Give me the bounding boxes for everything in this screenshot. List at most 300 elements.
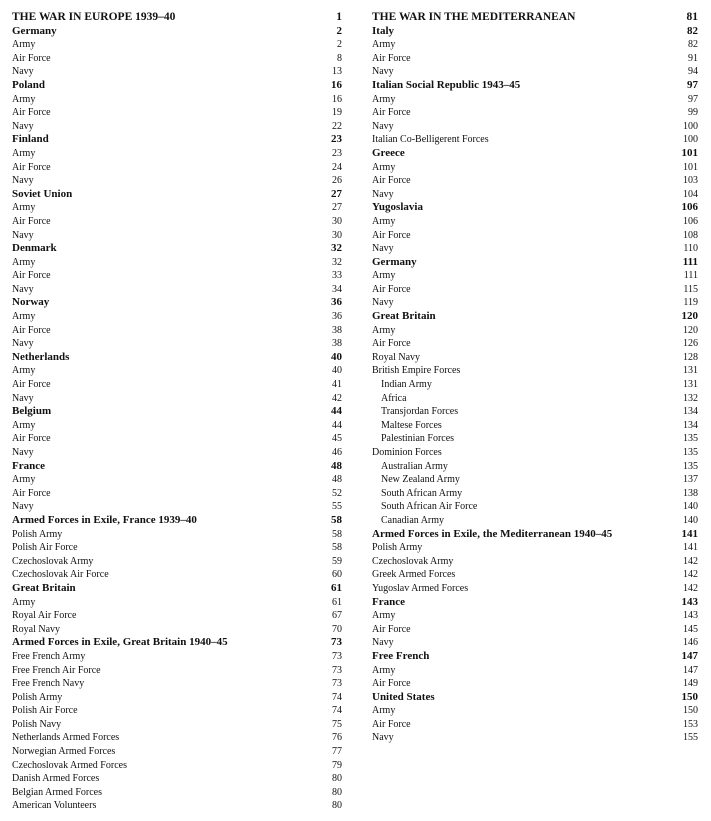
entry-label: Navy	[12, 338, 34, 350]
page-number: 55	[332, 501, 342, 513]
entry-label: Air Force	[12, 107, 51, 119]
page-number: 131	[683, 379, 698, 391]
entry-label: Polish Navy	[12, 718, 62, 730]
page-number: 16	[332, 93, 342, 105]
contents-entry	[12, 528, 342, 542]
contents-entry	[372, 351, 698, 365]
contents-entry	[12, 106, 342, 120]
entry-label: Navy	[12, 447, 34, 458]
contents-entry	[12, 772, 342, 786]
entry-label: Norway	[12, 296, 50, 309]
contents-entry	[12, 161, 342, 175]
page-number: 59	[332, 555, 342, 567]
contents-entry	[12, 38, 342, 52]
contents-entry	[12, 147, 342, 161]
page-number: 131	[683, 365, 698, 377]
entry-label: Germany	[372, 255, 417, 268]
page-number: 82	[688, 39, 698, 51]
entry-label: Navy	[372, 637, 394, 649]
entry-label: Navy	[12, 501, 34, 513]
entry-label: THE WAR IN THE MEDITERRANEAN	[372, 11, 576, 23]
entry-label: Czechoslovak Air Force	[12, 569, 109, 581]
page-number: 77	[332, 746, 342, 758]
entry-label: Army	[12, 256, 36, 268]
page-number: 44	[332, 419, 342, 431]
contents-entry	[372, 731, 698, 745]
chapter-heading	[372, 596, 698, 610]
page-number: 142	[683, 555, 698, 567]
entry-label: Polish Army	[12, 691, 63, 703]
contents-column-left	[12, 11, 342, 813]
page-number: 145	[683, 623, 698, 635]
chapter-heading	[372, 201, 698, 215]
contents-entry	[372, 337, 698, 351]
contents-entry	[372, 174, 698, 188]
page-number: 100	[683, 134, 698, 146]
page-number: 99	[688, 107, 698, 119]
contents-entry	[12, 201, 342, 215]
entry-label: Air Force	[12, 270, 51, 282]
contents-entry	[12, 759, 342, 773]
page-number: 1	[336, 11, 342, 23]
page-number: 8	[337, 52, 342, 64]
entry-label: Air Force	[372, 175, 411, 187]
entry-label: Navy	[372, 120, 394, 132]
entry-label: Navy	[12, 120, 34, 132]
entry-label: Royal Air Force	[12, 610, 77, 622]
page-number: 16	[331, 78, 342, 91]
page-number: 141	[683, 542, 698, 554]
page-number: 61	[331, 581, 342, 594]
contents-entry	[372, 364, 698, 378]
chapter-heading	[372, 25, 698, 39]
entry-label: Army	[12, 202, 36, 214]
page-number: 97	[687, 78, 698, 91]
contents-entry	[12, 93, 342, 107]
chapter-heading	[372, 79, 698, 93]
contents-entry	[12, 786, 342, 800]
contents-entry	[12, 256, 342, 270]
entry-label: Army	[12, 39, 36, 51]
page-number: 48	[331, 459, 342, 472]
contents-entry	[372, 93, 698, 107]
chapter-heading	[372, 310, 698, 324]
section-heading	[12, 11, 342, 25]
entry-label: Air Force	[372, 107, 411, 119]
entry-label: Navy	[12, 66, 34, 78]
entry-label: South African Army	[381, 487, 463, 499]
page-number: 101	[681, 146, 698, 159]
entry-label: Free French Army	[12, 650, 86, 662]
contents-entry	[372, 296, 698, 310]
entry-label: Air Force	[372, 678, 411, 690]
entry-label: Army	[372, 93, 396, 105]
section-heading	[372, 11, 698, 25]
contents-entry	[12, 596, 342, 610]
page-number: 52	[332, 487, 342, 499]
entry-label: Air Force	[12, 324, 51, 336]
contents-entry	[12, 677, 342, 691]
entry-label: United States	[372, 690, 435, 703]
page-number: 147	[683, 664, 698, 676]
entry-label: Transjordan Forces	[381, 406, 459, 418]
entry-label: Navy	[12, 229, 34, 241]
page-number: 42	[332, 392, 342, 404]
page-number: 147	[681, 649, 698, 662]
contents-entry	[372, 541, 698, 555]
page-number: 74	[332, 705, 342, 717]
entry-label: Netherlands Armed Forces	[12, 732, 120, 744]
page-number: 58	[332, 528, 342, 540]
entry-label: Navy	[12, 283, 34, 295]
entry-label: Army	[372, 664, 396, 676]
page-number: 41	[332, 379, 342, 391]
contents-entry	[12, 555, 342, 569]
entry-label: Belgian Armed Forces	[12, 786, 102, 798]
contents-entry	[372, 283, 698, 297]
contents-entry	[372, 568, 698, 582]
entry-label: Army	[12, 596, 36, 608]
entry-label: Air Force	[12, 379, 51, 391]
page-number: 140	[683, 501, 698, 513]
page-number: 134	[683, 406, 698, 418]
page-number: 108	[683, 229, 698, 241]
contents-entry	[372, 120, 698, 134]
page-number: 38	[332, 338, 342, 350]
entry-label: Army	[372, 610, 396, 622]
entry-label: France	[12, 459, 45, 472]
page-number: 134	[683, 419, 698, 431]
page-number: 34	[332, 283, 342, 295]
entry-label: Air Force	[12, 487, 51, 499]
page-number: 143	[683, 610, 698, 622]
page-number: 2	[337, 39, 342, 51]
chapter-heading	[12, 460, 342, 474]
page-number: 75	[332, 718, 342, 730]
page-number: 40	[331, 350, 342, 363]
page-number: 61	[332, 596, 342, 608]
entry-label: Air Force	[372, 283, 411, 295]
entry-label: Armed Forces in Exile, France 1939–40	[12, 513, 197, 526]
entry-label: Italy	[372, 24, 394, 37]
page-number: 82	[687, 24, 698, 37]
page-number: 2	[336, 24, 342, 37]
page-number: 36	[332, 311, 342, 323]
entry-label: Maltese Forces	[381, 419, 442, 431]
contents-entry	[372, 378, 698, 392]
entry-label: Greek Armed Forces	[372, 569, 456, 581]
contents-entry	[12, 745, 342, 759]
page-number: 58	[332, 542, 342, 554]
page-number: 19	[332, 107, 342, 119]
contents-entry	[372, 392, 698, 406]
entry-label: Czechoslovak Army	[12, 555, 94, 567]
page-number: 30	[332, 215, 342, 227]
contents-entry	[372, 664, 698, 678]
entry-label: Army	[372, 161, 396, 173]
entry-label: Navy	[372, 66, 394, 78]
page-number: 40	[332, 365, 342, 377]
entry-label: Indian Army	[381, 379, 432, 391]
contents-entry	[372, 623, 698, 637]
contents-entry	[372, 432, 698, 446]
page-number: 38	[332, 324, 342, 336]
page-number: 101	[683, 161, 698, 173]
contents-entry	[372, 269, 698, 283]
chapter-heading	[12, 188, 342, 202]
page-number: 73	[332, 650, 342, 662]
chapter-heading	[12, 582, 342, 596]
contents-entry	[372, 106, 698, 120]
contents-entry	[12, 364, 342, 378]
page-number: 100	[683, 120, 698, 132]
chapter-heading	[372, 256, 698, 270]
page-number: 155	[683, 732, 698, 744]
entry-label: Czechoslovak Armed Forces	[12, 759, 127, 771]
chapter-heading	[12, 79, 342, 93]
entry-label: Army	[12, 147, 36, 159]
contents-entry	[12, 691, 342, 705]
contents-entry	[372, 419, 698, 433]
page-number: 120	[683, 324, 698, 336]
contents-entry	[372, 677, 698, 691]
page-number: 126	[683, 338, 698, 350]
page-number: 110	[683, 243, 698, 255]
entry-label: Free French Air Force	[12, 664, 101, 676]
page-number: 104	[683, 188, 698, 200]
contents-entry	[12, 664, 342, 678]
entry-label: Army	[12, 93, 36, 105]
page-number: 142	[683, 569, 698, 581]
contents-entry	[372, 215, 698, 229]
contents-entry	[372, 500, 698, 514]
contents-entry	[12, 337, 342, 351]
page-number: 119	[683, 297, 698, 309]
page-number: 132	[683, 392, 698, 404]
entry-label: Army	[12, 474, 36, 486]
page-number: 153	[683, 718, 698, 730]
entry-label: Finland	[12, 133, 49, 146]
page-number: 146	[683, 637, 698, 649]
page-number: 24	[332, 161, 342, 173]
chapter-heading	[12, 405, 342, 419]
entry-label: Royal Navy	[372, 351, 421, 363]
entry-label: Polish Army	[12, 528, 63, 540]
page-number: 94	[688, 66, 698, 78]
chapter-heading	[12, 133, 342, 147]
page-number: 70	[332, 623, 342, 635]
page-number: 120	[681, 310, 698, 323]
page-number: 150	[681, 690, 698, 703]
contents-column-right	[372, 11, 698, 745]
chapter-heading	[12, 351, 342, 365]
page-number: 138	[683, 487, 698, 499]
page-number: 79	[332, 759, 342, 771]
page-number: 22	[332, 120, 342, 132]
contents-entry	[372, 446, 698, 460]
page-number: 128	[683, 351, 698, 363]
entry-label: Danish Armed Forces	[12, 773, 100, 785]
contents-entry	[12, 731, 342, 745]
contents-entry	[12, 446, 342, 460]
contents-entry	[12, 623, 342, 637]
contents-entry	[372, 52, 698, 66]
entry-label: Navy	[372, 297, 394, 309]
page-number: 103	[683, 175, 698, 187]
entry-label: Greece	[372, 146, 405, 159]
contents-entry	[12, 310, 342, 324]
entry-label: Army	[372, 215, 396, 227]
entry-label: Yugoslav Armed Forces	[372, 582, 469, 594]
contents-entry	[12, 718, 342, 732]
page-number: 80	[332, 773, 342, 785]
entry-label: South African Air Force	[381, 501, 478, 513]
entry-label: American Volunteers	[12, 800, 97, 812]
page-number: 32	[331, 242, 342, 255]
entry-label: Air Force	[12, 52, 51, 64]
entry-label: Germany	[12, 24, 57, 37]
entry-label: Poland	[12, 78, 46, 91]
contents-entry	[372, 582, 698, 596]
contents-entry	[372, 609, 698, 623]
entry-label: Armed Forces in Exile, Great Britain 1940–45	[12, 636, 228, 649]
contents-entry	[12, 215, 342, 229]
entry-label: Africa	[381, 392, 407, 404]
entry-label: British Empire Forces	[372, 365, 461, 377]
contents-entry	[372, 38, 698, 52]
entry-label: Navy	[12, 175, 34, 187]
chapter-heading	[372, 650, 698, 664]
contents-entry	[12, 120, 342, 134]
page-number: 137	[683, 474, 698, 486]
contents-entry	[372, 555, 698, 569]
page-number: 23	[332, 147, 342, 159]
contents-entry	[372, 65, 698, 79]
entry-label: New Zealand Army	[381, 474, 460, 486]
page-number: 46	[332, 447, 342, 458]
entry-label: Norwegian Armed Forces	[12, 746, 116, 758]
page-number: 91	[688, 52, 698, 64]
contents-entry	[12, 568, 342, 582]
contents-entry	[12, 432, 342, 446]
entry-label: Army	[372, 705, 396, 717]
entry-label: Navy	[372, 188, 394, 200]
contents-entry	[12, 419, 342, 433]
page-number: 135	[683, 460, 698, 472]
page-number: 58	[331, 513, 342, 526]
entry-label: Air Force	[372, 52, 411, 64]
entry-label: Italian Co-Belligerent Forces	[372, 134, 489, 146]
contents-entry	[372, 487, 698, 501]
entry-label: Navy	[12, 392, 34, 404]
page-number: 27	[332, 202, 342, 214]
contents-entry	[372, 704, 698, 718]
contents-entry	[12, 269, 342, 283]
page-number: 80	[332, 786, 342, 798]
contents-entry	[12, 378, 342, 392]
contents-entry	[12, 609, 342, 623]
entry-label: Great Britain	[12, 581, 76, 594]
page-number: 44	[331, 405, 342, 418]
entry-label: Air Force	[12, 433, 51, 445]
contents-entry	[372, 133, 698, 147]
entry-label: Army	[372, 39, 396, 51]
entry-label: Army	[372, 324, 396, 336]
entry-label: Canadian Army	[381, 514, 445, 526]
entry-label: Air Force	[372, 718, 411, 730]
page-number: 23	[331, 133, 342, 146]
contents-entry	[372, 514, 698, 528]
entry-label: Air Force	[372, 623, 411, 635]
page-number: 26	[332, 175, 342, 187]
entry-label: Australian Army	[381, 460, 448, 472]
entry-label: Armed Forces in Exile, the Mediterranean 1940–45	[372, 527, 613, 540]
contents-entry	[12, 324, 342, 338]
contents-entry	[372, 473, 698, 487]
page-number: 73	[332, 664, 342, 676]
contents-entry	[372, 229, 698, 243]
page-number: 48	[332, 474, 342, 486]
entry-label: Palestinian Forces	[381, 433, 455, 445]
contents-entry	[12, 52, 342, 66]
chapter-heading	[372, 147, 698, 161]
entry-label: Belgium	[12, 405, 52, 418]
entry-label: Navy	[372, 243, 394, 255]
contents-entry	[372, 460, 698, 474]
page-number: 36	[331, 296, 342, 309]
entry-label: Polish Air Force	[12, 705, 78, 717]
page-number: 111	[683, 270, 698, 282]
page-number: 111	[682, 255, 698, 268]
chapter-heading	[12, 25, 342, 39]
page-number: 143	[681, 595, 698, 608]
entry-label: Air Force	[12, 161, 51, 173]
chapter-heading	[372, 691, 698, 705]
entry-label: Italian Social Republic 1943–45	[372, 78, 521, 91]
entry-label: Great Britain	[372, 310, 436, 323]
page-number: 73	[331, 636, 342, 649]
entry-label: Free French Navy	[12, 678, 85, 690]
page-number: 106	[681, 201, 698, 214]
page-number: 81	[686, 11, 698, 23]
page-number: 115	[683, 283, 698, 295]
page-number: 141	[681, 527, 698, 540]
chapter-heading	[372, 528, 698, 542]
entry-label: THE WAR IN EUROPE 1939–40	[12, 11, 176, 23]
page-number: 97	[688, 93, 698, 105]
entry-label: Army	[12, 365, 36, 377]
entry-label: Yugoslavia	[372, 201, 423, 214]
page-number: 135	[683, 447, 698, 458]
contents-entry	[372, 636, 698, 650]
contents-entry	[372, 405, 698, 419]
chapter-heading	[12, 514, 342, 528]
contents-entry	[12, 229, 342, 243]
contents-entry	[12, 541, 342, 555]
page-number: 60	[332, 569, 342, 581]
page-number: 106	[683, 215, 698, 227]
page-number: 73	[332, 678, 342, 690]
page-number: 67	[332, 610, 342, 622]
entry-label: Free French	[372, 649, 430, 662]
entry-label: Dominion Forces	[372, 447, 442, 458]
entry-label: Army	[12, 311, 36, 323]
entry-label: Polish Air Force	[12, 542, 78, 554]
contents-entry	[12, 473, 342, 487]
entry-label: Polish Army	[372, 542, 423, 554]
contents-entry	[12, 392, 342, 406]
page-number: 149	[683, 678, 698, 690]
